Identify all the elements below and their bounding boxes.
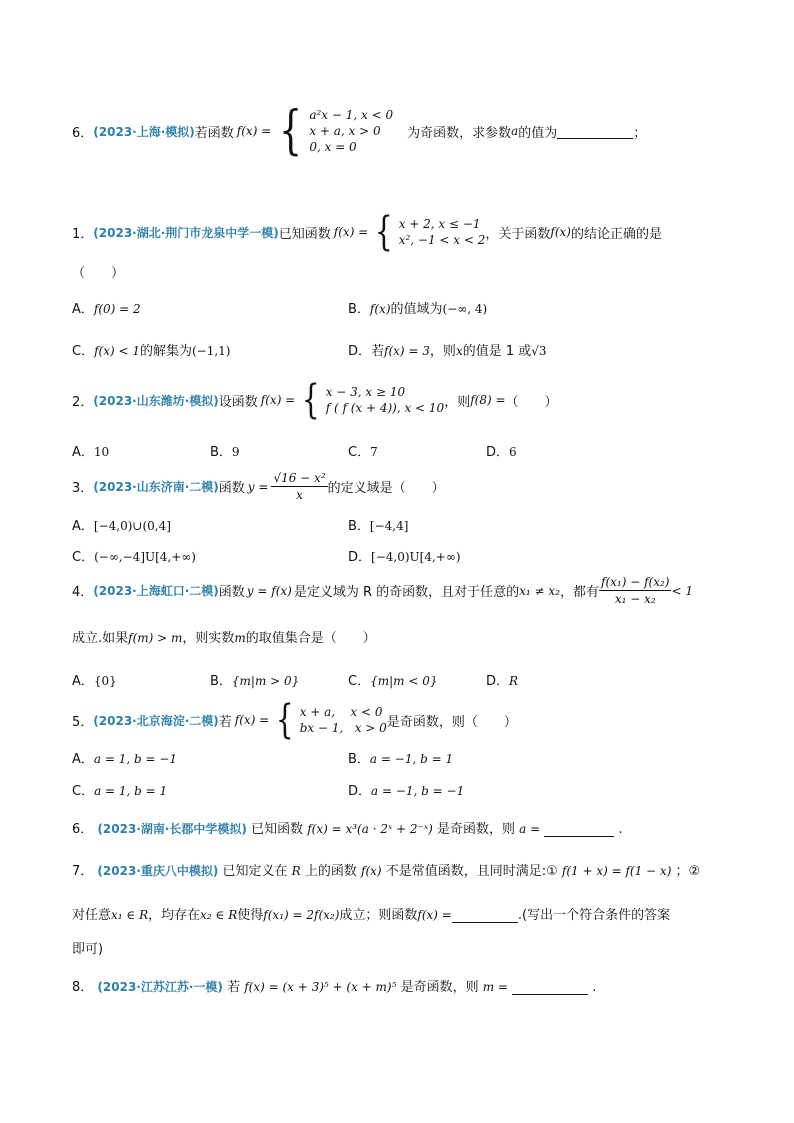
option-c[interactable]: C．{m|m < 0}	[348, 674, 438, 689]
math-expression: f(x) =	[333, 225, 369, 239]
option-c[interactable]: C．7	[348, 445, 378, 460]
fraction: $\frac{\text{f(x₁) − f(x₂)}}{\text{x₁ − x₂}}$	[601, 575, 670, 606]
math-expression: f(x)	[550, 225, 571, 239]
option-c[interactable]: C．(−∞,−4]U[4,+∞)	[72, 550, 196, 565]
answer-blank[interactable]	[512, 980, 588, 995]
question-text: 不是常值函数，且同时满足:①	[385, 864, 558, 879]
option-c[interactable]: C．f(x) < 1的解集为(−1,1)	[72, 344, 231, 359]
math-expression: < 1	[671, 583, 693, 598]
question-source: (2023·湖北·荆门市龙泉中学一模)	[93, 225, 279, 240]
option-b[interactable]: B．a = −1, b = 1	[348, 752, 454, 767]
option-a[interactable]: A．a = 1, b = −1	[72, 752, 178, 767]
question-text: 设函数	[218, 394, 258, 410]
question-text: 若函数	[194, 125, 234, 141]
option-b[interactable]: B．f(x)的值域为(−∞, 4)	[348, 302, 488, 317]
math-expression: f(x) =	[260, 393, 296, 407]
question-4-line2: 成立.如果f(m) > m，则实数m的取值集合是（ ）	[72, 631, 376, 646]
fraction: $\frac{\text{√16 − x²}}{x}$	[273, 471, 326, 502]
question-source: (2023·山东济南·二模)	[93, 480, 219, 494]
question-source: (2023·北京海淀·二模)	[93, 713, 219, 728]
question-7-line3: 即可)	[72, 942, 104, 957]
math-expression: y =	[247, 479, 269, 494]
left-brace-icon: {	[279, 101, 303, 161]
question-number: 2．	[72, 394, 94, 410]
math-expression: f(x) =	[236, 124, 272, 138]
math-variable: m =	[482, 980, 508, 994]
question-text: 若	[227, 980, 241, 995]
question-text: 是奇函数，则	[436, 822, 515, 837]
question-source: (2023·江苏江苏·一模)	[97, 980, 223, 994]
question-text: 已知函数	[251, 822, 304, 837]
option-d[interactable]: D．若f(x) = 3，则x的值是 1 或√3	[348, 344, 547, 359]
question-source: (2023·山东潍坊·模拟)	[93, 393, 219, 408]
answer-blank[interactable]	[557, 124, 633, 139]
option-d[interactable]: D．R	[486, 674, 519, 689]
answer-paren: （ ）	[72, 266, 125, 281]
left-brace-icon: {	[375, 209, 393, 255]
option-b[interactable]: B．9	[210, 445, 240, 460]
question-number: 8．	[72, 980, 94, 995]
math-expression: x₁ ≠ x₂	[519, 583, 560, 598]
option-b[interactable]: B．{m|m > 0}	[210, 674, 300, 689]
question-7	[72, 860, 700, 879]
piecewise-cases: x + 2, x ≤ −1 x², −1 < x < 2	[398, 217, 486, 247]
math-variable: R	[291, 864, 301, 878]
answer-paren: （ ）	[505, 394, 558, 410]
question-number: 3．	[72, 481, 94, 496]
question-text: 函数	[218, 481, 245, 496]
math-variable: a	[511, 124, 519, 138]
question-text: ，则	[444, 394, 471, 410]
question-6	[72, 818, 623, 837]
math-expression: f(x)	[361, 864, 382, 878]
option-b[interactable]: B．[−4,4]	[348, 519, 409, 534]
option-a[interactable]: A．[−4,0)∪(0,4]	[72, 519, 171, 534]
question-text: 已知函数	[278, 226, 331, 242]
question-number: 6．	[72, 822, 94, 837]
math-expression: f(1 + x) = f(1 − x)	[561, 864, 672, 878]
question-8	[72, 976, 596, 995]
option-d[interactable]: D．[−4,0)U[4,+∞)	[348, 550, 461, 565]
question-number: 6．	[72, 125, 94, 141]
question-7-line2: 对任意x₁ ∈ R，均存在x₂ ∈ R使得f(x₁) = 2f(x₂)成立；则函数f(x) = .(写出一个符合条件的答案	[72, 908, 671, 923]
question-text: 函数	[218, 585, 245, 600]
question-text: 是奇函数，则	[400, 980, 479, 995]
math-expression: f(8) =	[470, 393, 506, 407]
question-text: 上的函数	[304, 864, 357, 879]
question-1	[72, 209, 662, 255]
question-number: 5．	[72, 714, 94, 730]
piecewise-cases: x + a, x < 0 bx − 1, x > 0	[299, 705, 387, 735]
question-text: .	[618, 822, 623, 837]
question-source: (2023·上海虹口·二模)	[93, 584, 219, 598]
option-c[interactable]: C．a = 1, b = 1	[72, 784, 168, 799]
answer-blank[interactable]	[544, 822, 614, 837]
question-text: 的值为	[518, 125, 558, 141]
question-text: 是奇函数，则（ ）	[386, 714, 517, 730]
answer-blank[interactable]	[452, 908, 518, 923]
question-number: 1．	[72, 226, 94, 242]
question-text: 的结论正确的是	[570, 226, 662, 242]
option-d[interactable]: D．6	[486, 445, 517, 460]
question-source: (2023·湖南·长郡中学模拟)	[97, 822, 247, 836]
math-expression: y = f(x)	[246, 583, 292, 598]
option-a[interactable]: A．f(0) = 2	[72, 302, 141, 317]
question-5	[72, 697, 517, 743]
question-text: ；②	[675, 864, 701, 879]
question-text: .	[592, 980, 597, 995]
piecewise-cases: a²x − 1, x < 0 x + a, x > 0 0, x = 0	[309, 108, 394, 154]
option-d[interactable]: D．a = −1, b = −1	[348, 784, 465, 799]
question-source: (2023·重庆八中模拟)	[97, 864, 219, 878]
question-text: 的定义域是（ ）	[327, 481, 445, 496]
question-2	[72, 377, 558, 423]
question-4	[72, 574, 693, 607]
question-text: 是定义域为 R 的奇函数，且对于任意的	[293, 585, 520, 600]
math-variable: a =	[519, 822, 541, 836]
question-3	[72, 470, 445, 503]
question-text: 已知定义在	[222, 864, 288, 879]
math-expression: f(x) = (x + 3)⁵ + (x + m)⁵	[244, 980, 397, 994]
question-6-top	[72, 101, 647, 161]
question-source: (2023·上海·模拟)	[93, 124, 195, 139]
option-a[interactable]: A．{0}	[72, 674, 117, 689]
question-number: 4．	[72, 585, 94, 600]
question-text: ；	[633, 125, 647, 141]
math-expression: f(x) =	[234, 713, 270, 727]
question-text: 若	[218, 714, 232, 730]
question-text: ，关于函数	[485, 226, 551, 242]
piecewise-cases: x − 3, x ≥ 10 f ( f (x + 4)), x < 10	[325, 385, 445, 415]
option-a[interactable]: A．10	[72, 445, 110, 460]
question-text: 为奇函数，求参数	[407, 125, 512, 141]
math-expression: f(x) = x³(a · 2ˣ + 2⁻ˣ)	[307, 822, 433, 836]
question-number: 7．	[72, 864, 94, 879]
left-brace-icon: {	[302, 377, 320, 423]
question-text: ，都有	[560, 585, 600, 600]
left-brace-icon: {	[276, 697, 294, 743]
